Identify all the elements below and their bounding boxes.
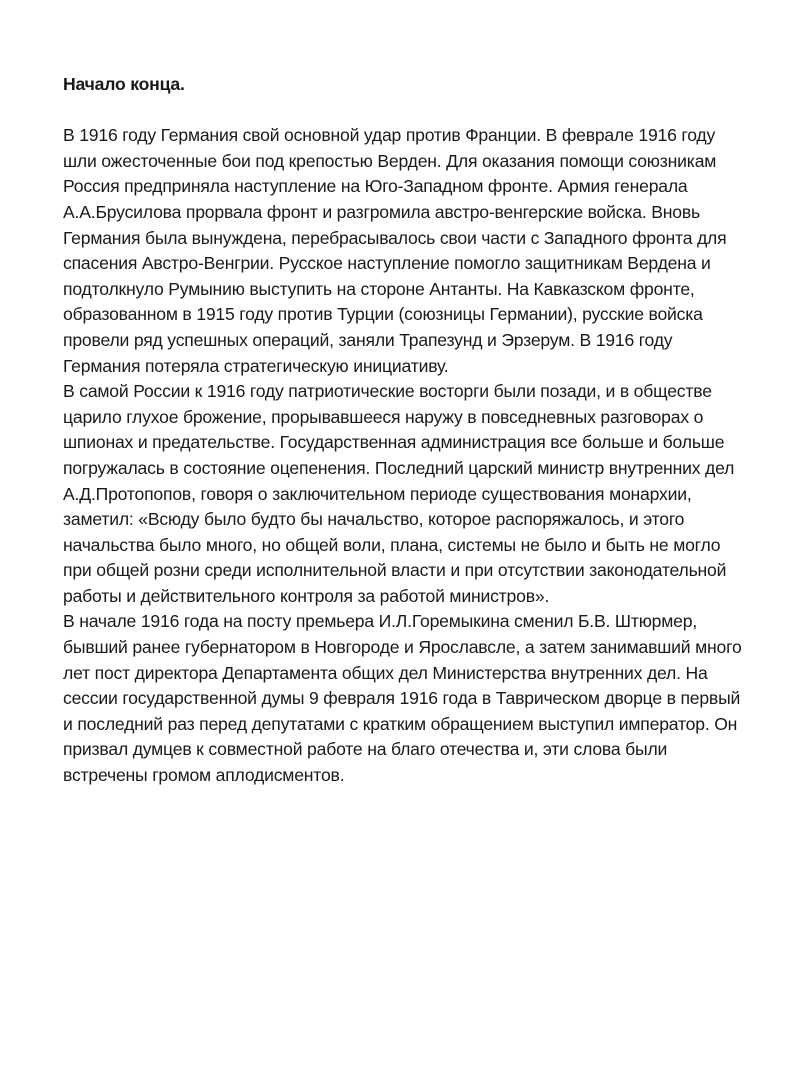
blank-line [63, 98, 753, 124]
document-body [63, 72, 753, 789]
paragraph-1: В 1916 году Германия свой основной удар против Франции. В феврале 1916 году шли ожесточенные бои под крепостью Верден. Для оказания помощи союзникам Россия предприняла наступление на Юго-Западном фронте. Армия генерала А.А.Брусилова прорвала фронт и разгромила австро-венгерские войска. Вновь Германия была вынуждена, перебрасывалось свои части с Западного фронта для спасения Австро-Венгрии. Русское наступление помогло защитникам Вердена и подтолкнуло Румынию выступить на стороне Антанты. На Кавказском фронте, образованном в 1915 году против Турции (союзницы Германии), русские войска провели ряд успешных операций, заняли Трапезунд и Эрзерум. В 1916 году Германия потеряла стратегическую инициативу. [63, 125, 727, 376]
paragraph-3: В начале 1916 года на посту премьера И.Л.Горемыкина сменил Б.В. Штюрмер, бывший ранее губернатором в Новгороде и Ярославсле, а затем занимавший много лет пост директора Департамента общих дел Министерства внутренних дел. На сессии государственной думы 9 февраля 1916 года в Таврическом дворце в первый и последний раз перед депутатами с кратким обращением выступил император. Он призвал думцев к совместной работе на благо отечества и, эти слова были встречены громом аплодисментов. [63, 611, 742, 786]
document-title: Начало конца. [63, 74, 185, 94]
paragraph-2: В самой России к 1916 году патриотические восторги были позади, и в обществе царило глухое брожение, прорывавшееся наружу в повседневных разговорах о шпионах и предательстве. Государственная администрация все больше и больше погружалась в состояние оцепенения. Последний царский министр внутренних дел А.Д.Протопопов, говоря о заключительном периоде существования монархии, заметил: «Всюду было будто бы начальство, которое распоряжалось, и этого начальства было много, но общей воли, плана, системы не было и быть не могло при общей розни среди исполнительной власти и при отсутствии законодательной работы и действительного контроля за работой министров». [63, 381, 735, 606]
